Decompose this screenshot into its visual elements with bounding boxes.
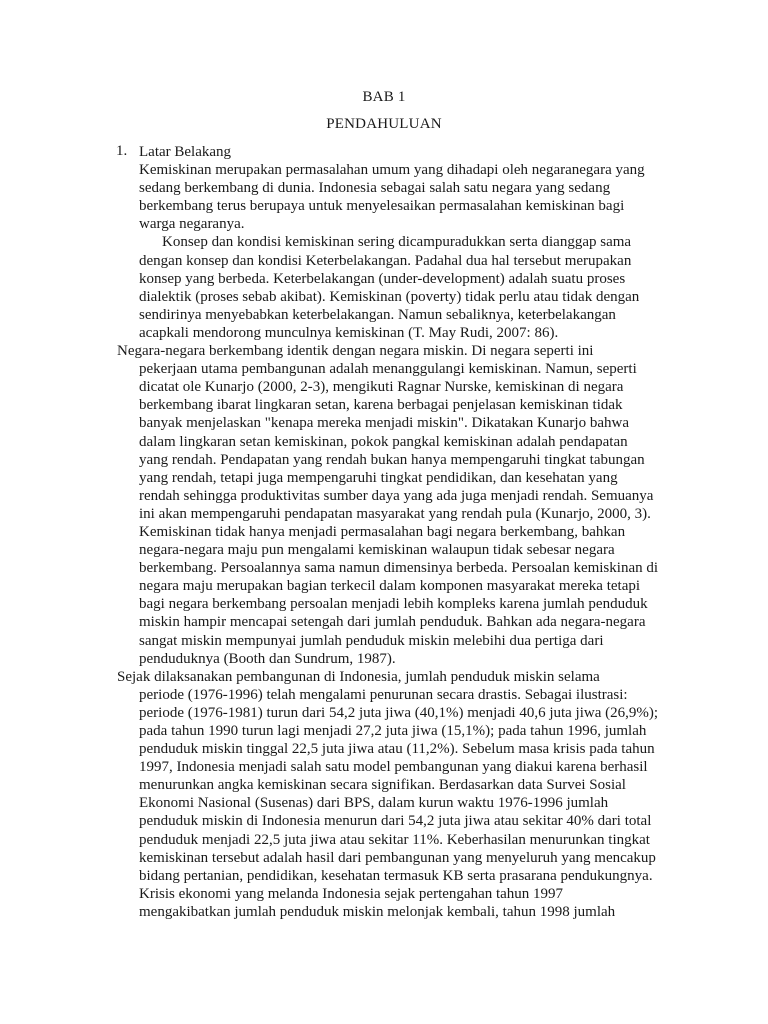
text-line: 1997, Indonesia menjadi salah satu model pembangunan yang diakui karena berhasil	[139, 759, 648, 776]
text-line: Konsep dan kondisi kemiskinan sering dicampuradukkan serta dianggap sama	[162, 234, 632, 251]
text-line: pada tahun 1990 turun lagi menjadi 27,2 juta jiwa (15,1%); pada tahun 1996, jumlah	[139, 723, 647, 739]
section-number: 1.	[116, 143, 128, 159]
text-line: penduduk miskin tinggal 22,5 juta jiwa atau (11,2%). Sebelum masa krisis pada tahun	[139, 741, 655, 758]
text-line: Sejak dilaksanakan pembangunan di Indonesia, jumlah penduduk miskin selama	[117, 668, 600, 685]
text-line: rendah sehingga produktivitas sumber daya yang ada juga menjadi rendah. Semuanya	[139, 487, 654, 504]
text-line: konsep yang berbeda. Keterbelakangan (under-development) adalah suatu proses	[139, 270, 626, 287]
text-line: sedang berkembang di dunia. Indonesia sebagai salah satu negara yang sedang	[139, 180, 611, 197]
text-line: periode (1976-1981) turun dari 54,2 juta jiwa (40,1%) menjadi 40,6 juta jiwa (26,9%);	[139, 704, 659, 721]
text-line: sangat miskin mempunyai jumlah penduduk miskin melebihi dua pertiga dari	[139, 632, 604, 649]
text-line: Kemiskinan merupakan permasalahan umum yang dihadapi oleh negaranegara yang	[139, 162, 645, 179]
text-line: yang rendah, tetapi juga mempengaruhi tingkat pendidikan, dan kesehatan yang	[139, 469, 618, 486]
text-line: penduduk menjadi 22,5 juta jiwa atau sekitar 11%. Keberhasilan menurunkan tingkat	[139, 831, 650, 848]
text-line: warga negaranya.	[139, 216, 245, 233]
text-line: bidang pertanian, pendidikan, kesehatan termasuk KB serta prasarana pendukungnya.	[139, 867, 653, 884]
text-line: dalam lingkaran setan kemiskinan, pokok pangkal kemiskinan adalah pendapatan	[139, 433, 628, 450]
text-line: Krisis ekonomi yang melanda Indonesia sejak pertengahan tahun 1997	[139, 885, 564, 902]
text-line: penduduk miskin di Indonesia menurun dari 54,2 juta jiwa atau sekitar 40% dari total	[139, 813, 652, 830]
text-line: penduduknya (Booth dan Sundrum, 1987).	[139, 650, 396, 667]
section-heading: Latar Belakang	[139, 144, 232, 160]
text-line: pekerjaan utama pembangunan adalah menanggulangi kemiskinan. Namun, seperti	[139, 361, 637, 378]
text-line: dengan konsep dan kondisi Keterbelakangan. Padahal dua hal tersebut merupakan	[139, 252, 632, 269]
chapter-title: PENDAHULUAN	[326, 116, 442, 132]
text-line: berkembang. Persoalannya sama namun dimensinya berbeda. Persoalan kemiskinan di	[139, 560, 659, 577]
text-line: bagi negara berkembang persoalan menjadi lebih kompleks karena jumlah penduduk	[139, 596, 648, 613]
text-line: Negara-negara berkembang identik dengan negara miskin. Di negara seperti ini	[117, 343, 594, 360]
text-line: berkembang terus berupaya untuk menyelesaikan permasalahan kemiskinan bagi	[139, 198, 625, 215]
text-line: negara-negara maju pun mengalami kemiskinan walaupun tidak sebesar negara	[139, 542, 615, 559]
chapter-number: BAB 1	[362, 89, 406, 105]
text-line: sendirinya menyebabkan keterbelakangan. Namun sebaliknya, keterbelakangan	[139, 306, 616, 323]
text-line: dicatat ole Kunarjo (2000, 2-3), mengikuti Ragnar Nurske, kemiskinan di negara	[139, 379, 624, 396]
text-line: negara maju merupakan bagian terkecil dalam komponen masyarakat mereka tetapi	[139, 578, 641, 595]
text-line: periode (1976-1996) telah mengalami penurunan secara drastis. Sebagai ilustrasi:	[139, 686, 628, 703]
text-line: ini akan mempengaruhi pendapatan masyarakat yang rendah pula (Kunarjo, 2000, 3).	[139, 505, 651, 522]
text-line: Ekonomi Nasional (Susenas) dari BPS, dalam kurun waktu 1976-1996 jumlah	[139, 795, 609, 812]
text-line: dialektik (proses sebab akibat). Kemiskinan (poverty) tidak perlu atau tidak dengan	[139, 288, 640, 305]
text-line: mengakibatkan jumlah penduduk miskin melonjak kembali, tahun 1998 jumlah	[139, 903, 616, 920]
text-line: menurunkan angka kemiskinan secara signifikan. Berdasarkan data Survei Sosial	[139, 777, 626, 794]
text-line: acapkali mendorong munculnya kemiskinan (T. May Rudi, 2007: 86).	[139, 324, 559, 341]
text-line: kemiskinan tersebut adalah hasil dari pembangunan yang menyeluruh yang mencakup	[139, 849, 656, 866]
body-text	[117, 143, 659, 921]
text-line: miskin hampir mencapai setengah dari jumlah penduduk. Bahkan ada negara-negara	[139, 614, 646, 631]
text-line: yang rendah. Pendapatan yang rendah bukan hanya mempengaruhi tingkat tabungan	[139, 451, 645, 468]
text-line: berkembang ibarat lingkaran setan, karena berbagai penjelasan kemiskinan tidak	[139, 397, 623, 414]
text-line: banyak menjelaskan "kenapa mereka menjadi miskin". Dikatakan Kunarjo bahwa	[139, 415, 629, 432]
text-line: Kemiskinan tidak hanya menjadi permasalahan bagi negara berkembang, bahkan	[139, 523, 626, 540]
